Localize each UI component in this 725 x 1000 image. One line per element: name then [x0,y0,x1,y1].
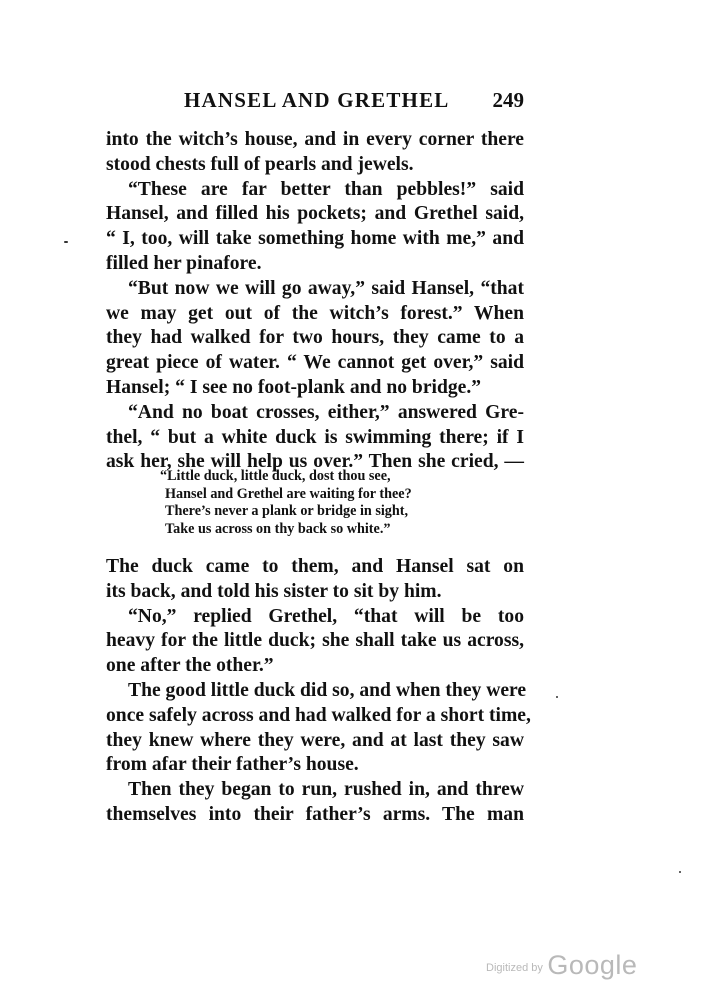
poem-line: “Little duck, little duck, dost thou see, [160,468,391,484]
text-line: “These are far better than pebbles!” said [128,178,524,200]
text-line: heavy for the little duck; she shall take us across, [106,630,524,652]
scan-speck [679,871,681,873]
text-line: “No,” replied Grethel, “that will be too [128,605,524,627]
google-logo: Google [547,950,638,980]
text-line: The duck came to them, and Hansel sat on [106,556,524,577]
text-line: filled her pinafore. [106,252,262,274]
scan-speck [64,241,68,243]
poem-verse [160,468,470,538]
running-header [106,88,524,118]
text-line: its back, and told his sister to sit by him. [106,580,442,602]
text-line: thel, “ but a white duck is swimming there; if I [106,426,524,448]
text-line: one after the other.” [106,655,274,677]
watermark-prefix: Digitized by [486,962,543,974]
text-line: from afar their father’s house. [106,754,359,776]
poem-line: Take us across on thy back so white.” [165,520,391,537]
running-title: HANSEL AND GRETHEL [184,88,450,112]
text-line: “ I, too, will take something home with me,” and [106,228,524,250]
body-text-bottom [106,555,531,828]
text-line: into the witch’s house, and in every corner there [106,129,524,150]
poem-line: There’s never a plank or bridge in sight, [165,503,409,519]
text-line: “But now we will go away,” said Hansel, “that [128,277,524,299]
text-line: ask her, she will help us over.” Then she cried, — [106,451,524,473]
text-line: great piece of water. “ We cannot get over,” said [106,352,524,374]
text-line: they knew where they were, and at last they saw [106,729,524,751]
text-line: stood chests full of pearls and jewels. [106,153,414,175]
text-line: we may get out of the witch’s forest.” When [106,302,524,324]
digitized-by-google-watermark [486,950,637,981]
text-line: The good little duck did so, and when they were [128,679,527,701]
scan-speck [556,696,558,698]
poem-line: Hansel and Grethel are waiting for thee? [165,485,412,502]
body-text-top [106,128,524,475]
text-line: once safely across and had walked for a short time, [106,704,531,726]
text-line: Hansel, and filled his pockets; and Grethel said, [106,203,524,225]
text-line: Then they began to run, rushed in, and threw [128,779,524,801]
page-number: 249 [492,88,524,112]
text-line: themselves into their father’s arms. The man [106,803,524,825]
text-line: they had walked for two hours, they came to a [106,327,524,349]
text-line: “And no boat crosses, either,” answered Gre- [128,401,524,423]
text-line: Hansel; “ I see no foot-plank and no bridge.” [106,376,482,398]
